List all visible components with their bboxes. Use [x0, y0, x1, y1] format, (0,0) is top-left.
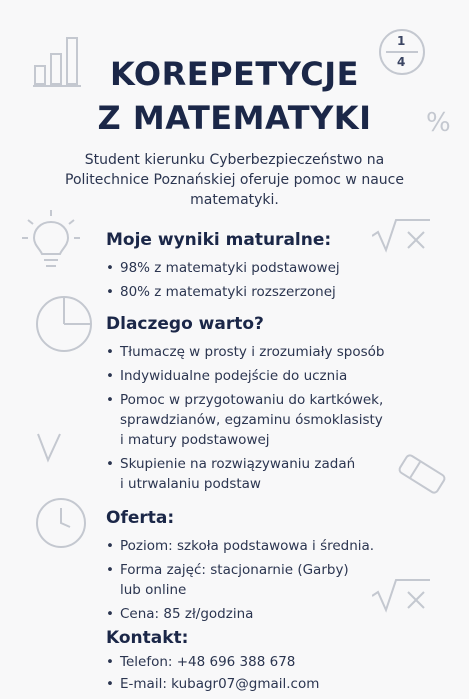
intro-line: matematyki. — [190, 192, 279, 208]
pie-chart-icon — [34, 294, 94, 354]
results-heading: Moje wyniki maturalne: — [106, 230, 332, 250]
fraction-denominator: 4 — [397, 55, 406, 69]
intro-line: Student kierunku Cyberbezpieczeństwo na — [84, 152, 385, 168]
list-item: • 98% z matematyki podstawowej — [106, 258, 340, 278]
checkmark-icon — [36, 430, 62, 464]
why-heading: Dlaczego warto? — [106, 314, 264, 334]
intro-line: Politechnice Poznańskiej oferuje pomoc w nauce — [65, 172, 404, 188]
square-root-icon — [372, 578, 432, 614]
list-item: • Cena: 85 zł/godzina — [106, 604, 374, 624]
fraction-numerator: 1 — [397, 34, 406, 48]
percent-icon: % — [426, 108, 451, 138]
list-item: • Poziom: szkoła podstawowa i średnia. — [106, 536, 374, 556]
list-item: • Pomoc w przygotowaniu do kartkówek, sprawdzianów, egzaminu ósmoklasisty i matury podstawowej — [106, 390, 385, 450]
results-list — [106, 258, 340, 306]
contact-heading: Kontakt: — [106, 628, 189, 648]
title-line: Z MATEMATYKI — [97, 99, 372, 137]
list-item: • 80% z matematyki rozszerzonej — [106, 282, 340, 302]
list-item: • Forma zajęć: stacjonarnie (Garby) lub online — [106, 560, 374, 600]
eraser-icon — [394, 448, 450, 500]
offer-list — [106, 536, 374, 628]
page-title — [0, 52, 469, 140]
contact-list — [106, 652, 319, 694]
offer-heading: Oferta: — [106, 508, 175, 528]
square-root-icon — [372, 218, 432, 254]
clock-icon — [34, 496, 88, 550]
list-item: • Skupienie na rozwiązywaniu zadań i utrwalaniu podstaw — [106, 454, 385, 494]
intro-paragraph — [40, 150, 429, 210]
lightbulb-icon — [22, 210, 80, 272]
why-list — [106, 342, 385, 498]
phone-item: • Telefon: +48 696 388 678 — [106, 652, 319, 672]
title-line: KOREPETYCJE — [110, 55, 359, 93]
list-item: • Indywidualne podejście do ucznia — [106, 366, 385, 386]
list-item: • Tłumaczę w prosty i zrozumiały sposób — [106, 342, 385, 362]
email-item: • E-mail: kubagr07@gmail.com — [106, 674, 319, 694]
